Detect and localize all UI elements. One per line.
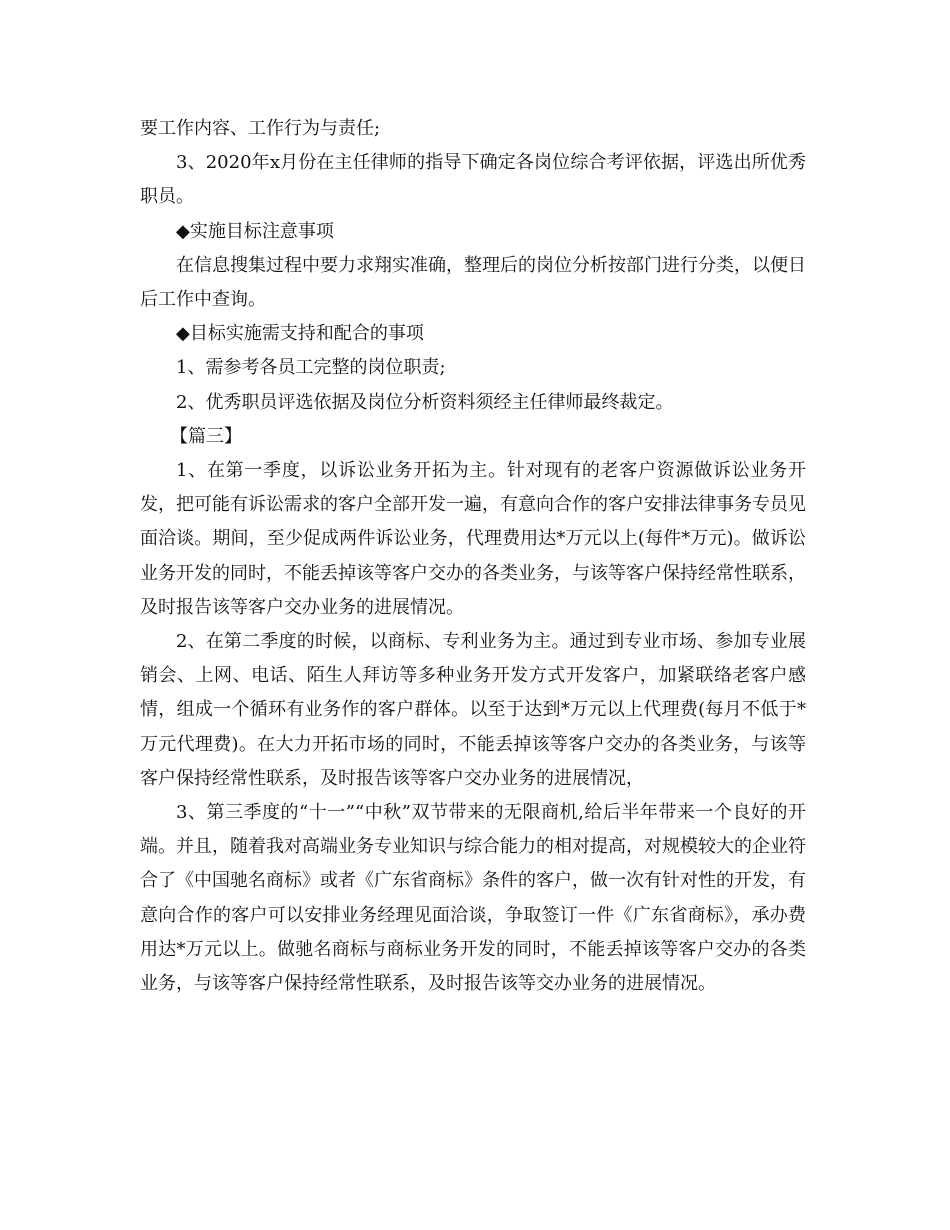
paragraph-information-collection: 在信息搜集过程中要力求翔实准确，整理后的岗位分析按部门进行分类，以便日后工作中查询。: [140, 254, 806, 311]
paragraph-item-3-evaluation: 3、2020年x月份在主任律师的指导下确定各岗位综合考评依据，评选出所优秀职员。: [140, 152, 806, 208]
paragraph-support-item-2: 2、优秀职员评选依据及岗位分析资料须经主任律师最终裁定。: [176, 391, 674, 413]
paragraph-second-quarter: 2、在第二季度的时候，以商标、专利业务为主。通过到专业市场、参加专业展销会、上网、电话、陌生人拜访等多种业务开发方式开发客户，加紧联络老客户感情，组成一个循环有业务作的客户群体。以至于达到*万元以上代理费(每月不低于*万元代理费)。在大力开拓市场的同时，不能丢掉该等客户交办的各类业务，与该等客户保持经常性联系，及时报告该等客户交办业务的进展情况，: [140, 631, 806, 789]
paragraph-third-quarter: 3、第三季度的“十一”“中秋”双节带来的无限商机,给后半年带来一个良好的开端。并且，随着我对高端业务专业知识与综合能力的相对提高，对规模较大的企业符合了《中国驰名商标》或者《广东省商标》条件的客户，做一次有针对性的开发，有意向合作的客户可以安排业务经理见面洽谈，争取签订一件《广东省商标》，承办费用达*万元以上。做驰名商标与商标业务开发的同时，不能丢掉该等客户交办的各类业务，与该等客户保持经常性联系，及时报告该等交办业务的进展情况。: [140, 802, 806, 995]
paragraph-continued-duties: 要工作内容、工作行为与责任;: [140, 118, 381, 139]
paragraph-first-quarter: 1、在第一季度，以诉讼业务开拓为主。针对现有的老客户资源做诉讼业务开发，把可能有诉讼需求的客户全部开发一遍，有意向合作的客户安排法律事务专员见面洽谈。期间，至少促成两件诉讼业务，代理费用达*万元以上(每件*万元)。做诉讼业务开发的同时，不能丢掉该等客户交办的各类业务，与该等客户保持经常性联系，及时报告该等客户交办业务的进展情况。: [140, 460, 806, 618]
heading-support-items: ◆目标实施需支持和配合的事项: [176, 323, 424, 345]
document-body: [140, 112, 806, 1001]
heading-implementation-notes: ◆实施目标注意事项: [176, 220, 334, 242]
paragraph-support-item-1: 1、需参考各员工完整的岗位职责;: [176, 357, 446, 379]
section-title-part-three: 【篇三】: [170, 425, 242, 447]
